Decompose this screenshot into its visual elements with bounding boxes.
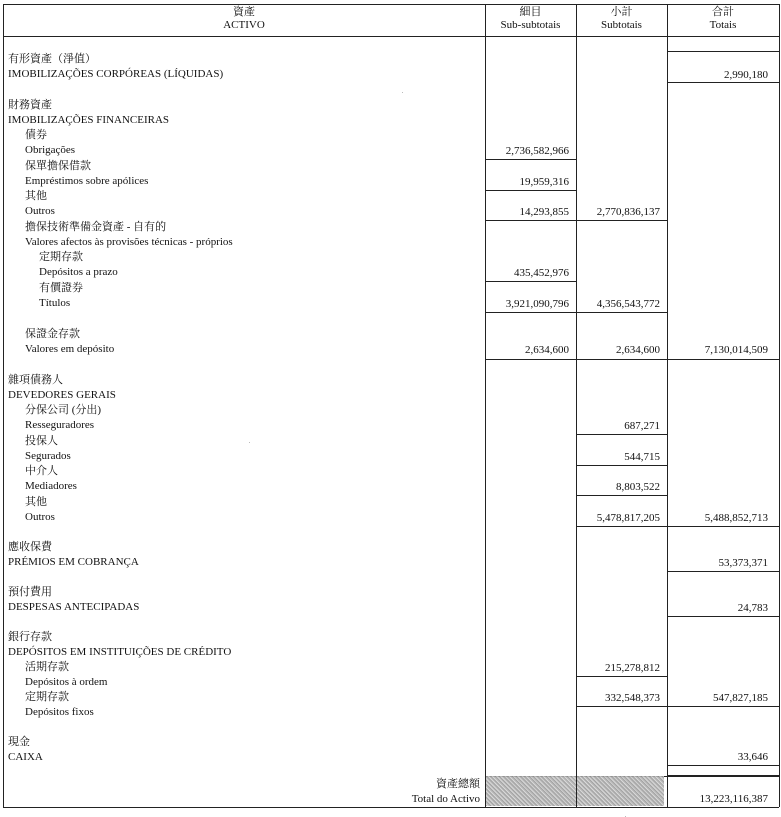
bank-title-zh: 銀行存款 xyxy=(8,631,52,643)
frame-top xyxy=(3,4,779,5)
scan-speck xyxy=(402,92,403,93)
prepaid-total: 24,783 xyxy=(737,602,768,614)
financial-others-sub: 14,293,855 xyxy=(519,206,569,218)
tangible-total: 2,990,180 xyxy=(724,69,768,81)
header-description-zh: 資產 xyxy=(233,6,255,18)
prepaid-title-pt: DESPESAS ANTECIPADAS xyxy=(8,601,140,613)
insured-label-zh: 投保人 xyxy=(25,435,58,447)
shaded-cell-subtotal xyxy=(577,776,664,806)
brokers-label-zh: 中介人 xyxy=(25,465,58,477)
debtors-others-subtotal: 5,478,817,205 xyxy=(596,512,660,524)
rule xyxy=(485,359,779,360)
rule xyxy=(667,616,779,617)
header-total-zh: 合計 xyxy=(712,6,734,18)
header-sub-pt: Sub-subtotais xyxy=(500,19,561,31)
cash-total: 33,646 xyxy=(737,751,768,763)
financial-total: 7,130,014,509 xyxy=(704,344,768,356)
fixed-deposits-label-pt: Depósitos fixos xyxy=(25,706,94,718)
rule xyxy=(576,465,667,466)
financial-title-zh: 財務資產 xyxy=(8,99,52,111)
header-total-pt: Totais xyxy=(709,19,737,31)
bonds-label-zh: 債券 xyxy=(25,129,47,141)
bonds-sub: 2,736,582,966 xyxy=(505,145,569,157)
insured-label-pt: Segurados xyxy=(25,450,71,462)
reinsurers-label-zh: 分保公司 (分出) xyxy=(25,404,102,416)
insured-subtotal: 544,715 xyxy=(624,451,660,463)
bank-total: 547,827,185 xyxy=(713,692,768,704)
debtors-title-pt: DEVEDORES GERAIS xyxy=(8,389,116,401)
header-sub-zh: 細目 xyxy=(519,6,542,18)
header-rule xyxy=(3,36,779,37)
column-divider-sub xyxy=(485,4,486,807)
header-description xyxy=(3,6,485,32)
reserve-label-pt: Valores afectos às provisões técnicas - próprios xyxy=(25,236,233,248)
demand-deposits-label-zh: 活期存款 xyxy=(25,661,69,673)
financial-title-pt: IMOBILIZAÇÕES FINANCEIRAS xyxy=(8,114,170,126)
premiums-total: 53,373,371 xyxy=(718,557,768,569)
shaded-cell-sub xyxy=(486,776,576,806)
header-subtotal-zh: 小計 xyxy=(610,6,633,18)
rule xyxy=(576,676,667,677)
securities-label-zh: 有價證券 xyxy=(39,282,83,294)
bonds-label-pt: Obrigações xyxy=(25,144,76,156)
rule xyxy=(576,495,667,496)
debtors-total: 5,488,852,713 xyxy=(704,512,768,524)
rule xyxy=(485,190,576,191)
debtors-others-label-zh: 其他 xyxy=(25,496,47,508)
brokers-label-pt: Mediadores xyxy=(25,480,77,492)
premiums-title-pt: PRÉMIOS EM COBRANÇA xyxy=(8,556,139,568)
rule xyxy=(576,434,667,435)
column-divider-total xyxy=(667,4,668,807)
column-divider-subtotal xyxy=(576,4,577,807)
rule xyxy=(667,571,779,572)
tangible-title-pt: IMOBILIZAÇÕES CORPÓREAS (LÍQUIDAS) xyxy=(8,68,224,80)
header-subtotals xyxy=(576,6,667,32)
rule xyxy=(485,159,576,160)
fixed-deposits-subtotal: 332,548,373 xyxy=(605,692,660,704)
tangible-title-zh: 有形資產（淨值） xyxy=(8,53,96,65)
reinsurers-subtotal: 687,271 xyxy=(624,420,660,432)
brokers-subtotal: 8,803,522 xyxy=(616,481,660,493)
securities-label-pt: Títulos xyxy=(39,297,71,309)
frame-left xyxy=(3,4,4,807)
guarantee-sub: 2,634,600 xyxy=(525,344,569,356)
grand-total-value: 13,223,116,387 xyxy=(699,793,768,805)
rule xyxy=(576,706,779,707)
time-deposits-label-zh: 定期存款 xyxy=(39,251,83,263)
bank-title-pt: DEPÓSITOS EM INSTITUIÇÕES DE CRÉDITO xyxy=(8,646,232,658)
rule xyxy=(576,526,779,527)
prepaid-title-zh: 預付費用 xyxy=(8,586,52,598)
guarantee-label-zh: 保證金存款 xyxy=(25,328,80,340)
debtors-others-label-pt: Outros xyxy=(25,511,55,523)
rule xyxy=(485,312,667,313)
time-deposits-sub: 435,452,976 xyxy=(514,267,569,279)
loans-label-zh: 保單擔保借款 xyxy=(25,160,91,172)
frame-bottom xyxy=(3,807,779,808)
balance-sheet-assets xyxy=(3,4,779,807)
rule xyxy=(485,220,667,221)
financial-others-label-pt: Outros xyxy=(25,205,55,217)
frame-right xyxy=(779,4,780,807)
rule xyxy=(667,82,779,83)
debtors-title-zh: 雜項債務人 xyxy=(8,374,63,386)
time-deposits-label-pt: Depósitos a prazo xyxy=(39,266,118,278)
rule xyxy=(485,281,576,282)
grand-total-label-zh: 資產總額 xyxy=(436,778,480,790)
header-totals xyxy=(667,6,779,32)
rule xyxy=(667,51,779,52)
demand-deposits-label-pt: Depósitos à ordem xyxy=(25,676,108,688)
securities-sub: 3,921,090,796 xyxy=(505,298,569,310)
demand-deposits-subtotal: 215,278,812 xyxy=(605,662,660,674)
financial-others-label-zh: 其他 xyxy=(25,190,47,202)
header-description-pt: ACTIVO xyxy=(223,19,265,31)
rule xyxy=(667,765,779,766)
guarantee-label-pt: Valores em depósito xyxy=(25,343,115,355)
securities-subtotal: 4,356,543,772 xyxy=(596,298,660,310)
loans-sub: 19,959,316 xyxy=(519,176,569,188)
grand-total-label-pt: Total do Activo xyxy=(411,793,480,805)
reinsurers-label-pt: Resseguradores xyxy=(25,419,95,431)
cash-title-zh: 現金 xyxy=(8,736,30,748)
loans-label-pt: Empréstimos sobre apólices xyxy=(25,175,149,187)
fixed-deposits-label-zh: 定期存款 xyxy=(25,691,69,703)
guarantee-subtotal: 2,634,600 xyxy=(616,344,660,356)
financial-others-subtotal: 2,770,836,137 xyxy=(596,206,660,218)
header-subtotal-pt: Subtotais xyxy=(601,19,642,31)
premiums-title-zh: 應收保費 xyxy=(8,541,52,553)
header-sub-subtotals xyxy=(485,6,576,32)
scan-speck xyxy=(249,442,250,443)
reserve-label-zh: 擔保技術準備金資產 - 自有的 xyxy=(25,221,167,233)
cash-title-pt: CAIXA xyxy=(8,751,43,763)
